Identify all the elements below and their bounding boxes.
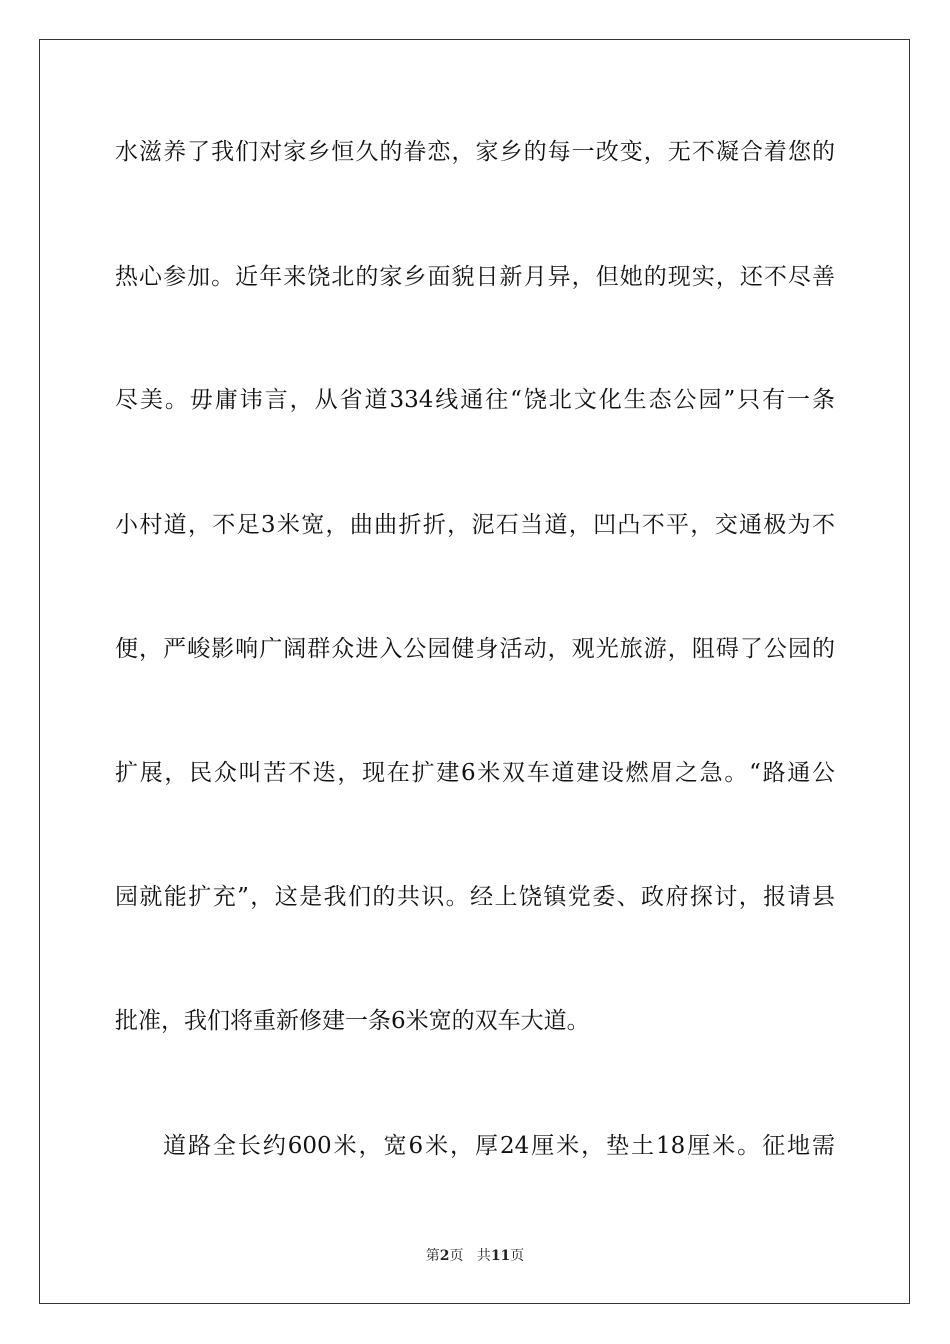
text-line-2: 热心参加。近年来饶北的家乡面貌日新月异，但她的现实，还不尽善 — [115, 264, 835, 290]
text-line-9: 道路全长约600米，宽6米，厚24厘米，垫土18厘米。征地需 — [163, 1133, 835, 1159]
total-unit: 页 — [510, 1248, 525, 1264]
page-prefix: 第 — [425, 1248, 440, 1264]
total-pages: 11 — [490, 1248, 511, 1264]
page-unit: 页 — [449, 1248, 464, 1264]
total-prefix: 共 — [476, 1248, 491, 1264]
page-number: 2 — [439, 1248, 450, 1264]
text-line-1: 水滋养了我们对家乡恒久的眷恋，家乡的每一改变，无不凝合着您的 — [115, 139, 835, 165]
text-line-8: 批准，我们将重新修建一条6米宽的双车大道。 — [115, 1008, 590, 1034]
text-line-7: 园就能扩充”，这是我们的共识。经上饶镇党委、政府探讨，报请县 — [115, 884, 835, 910]
text-line-6: 扩展，民众叫苦不迭，现在扩建6米双车道建设燃眉之急。“路通公 — [115, 760, 835, 786]
text-line-3: 尽美。毋庸讳言，从省道334线通往“饶北文化生态公园”只有一条 — [115, 387, 835, 413]
text-line-5: 便，严峻影响广阔群众进入公园健身活动，观光旅游，阻碍了公园的 — [115, 636, 835, 662]
page-frame — [39, 39, 910, 1304]
text-line-4: 小村道，不足3米宽，曲曲折折，泥石当道，凹凸不平，交通极为不 — [115, 512, 835, 538]
page-footer — [0, 1247, 950, 1265]
